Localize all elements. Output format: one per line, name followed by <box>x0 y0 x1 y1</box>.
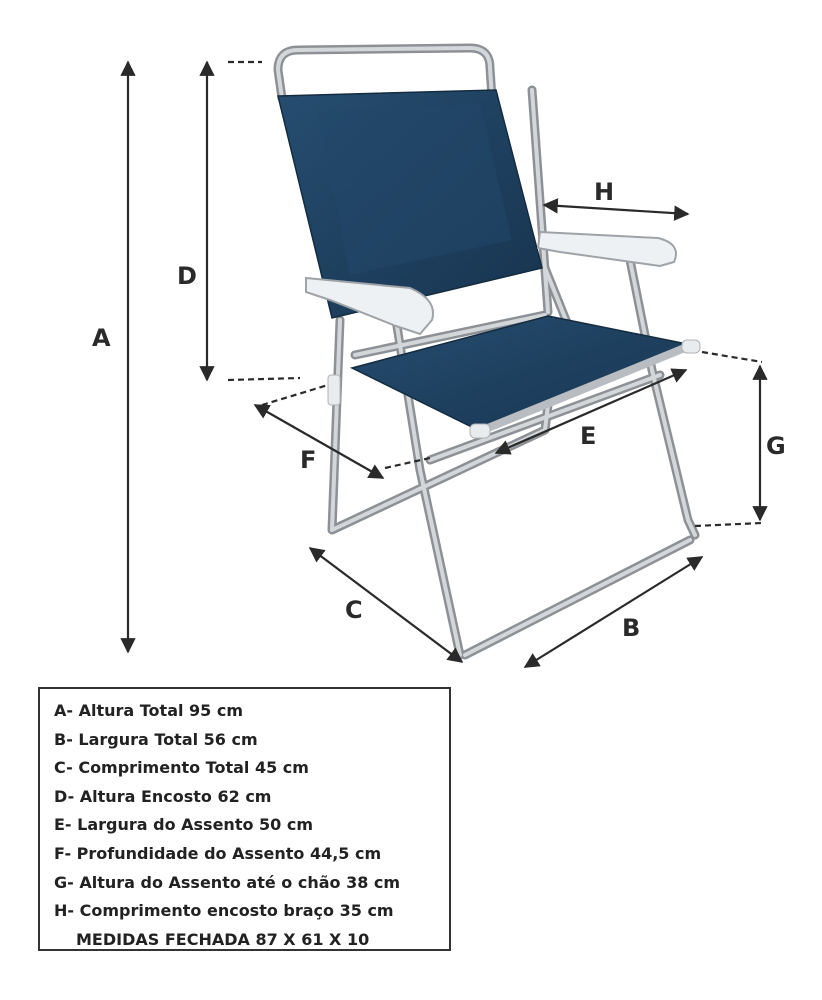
chair-illustration <box>278 48 700 655</box>
dimension-h-arrow <box>544 205 688 214</box>
right-armrest <box>538 232 676 266</box>
label-f: F <box>300 446 317 474</box>
dimension-f-arrow <box>255 405 383 478</box>
legend-item-d: D- Altura Encosto 62 cm <box>54 786 272 806</box>
legend-item-b: B- Largura Total 56 cm <box>54 729 258 749</box>
legend-item-h: H- Comprimento encosto braço 35 cm <box>54 901 394 921</box>
label-e: E <box>580 422 597 450</box>
label-a: A <box>92 324 111 352</box>
label-g: G <box>766 432 786 460</box>
measurements-legend <box>38 687 451 951</box>
closed-measurements: MEDIDAS FECHADA 87 X 61 X 10 <box>76 929 370 949</box>
label-h: H <box>594 178 615 206</box>
legend-item-f: F- Profundidade do Assento 44,5 cm <box>54 843 382 863</box>
legend-item-e: E- Largura do Assento 50 cm <box>54 815 314 835</box>
legend-item-g: G- Altura do Assento até o chão 38 cm <box>54 872 401 892</box>
label-c: C <box>345 596 363 624</box>
legend-item-a: A- Altura Total 95 cm <box>54 701 244 720</box>
legend-item-c: C- Comprimento Total 45 cm <box>54 758 309 778</box>
label-b: B <box>622 614 641 642</box>
label-d: D <box>177 262 197 290</box>
